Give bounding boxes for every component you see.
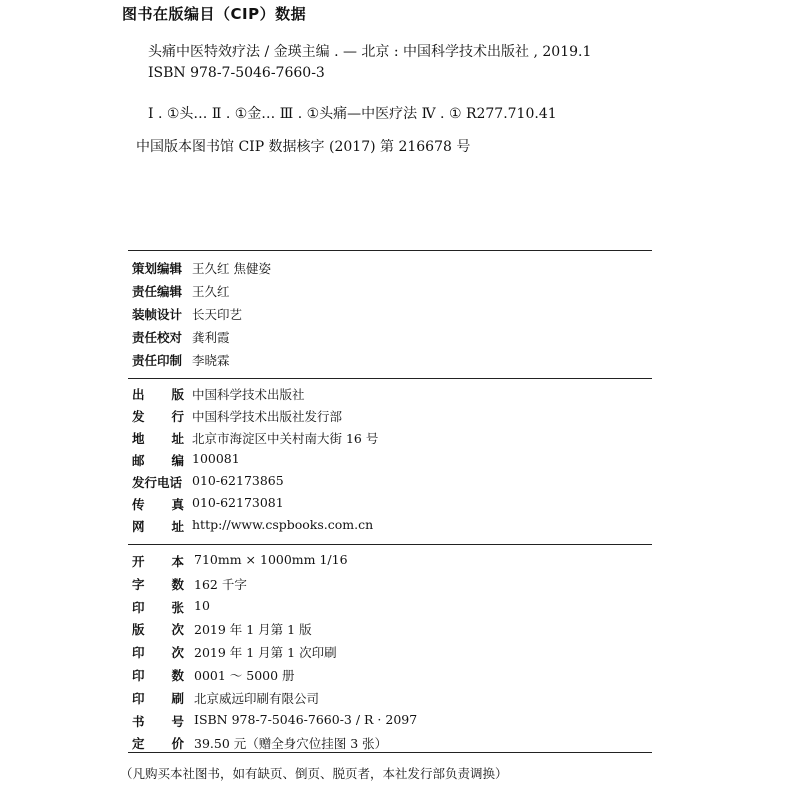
- publisher-label: 网 址: [132, 519, 184, 534]
- staff-value: 李晓霖: [192, 353, 230, 368]
- staff-row: [132, 351, 652, 374]
- spec-label: 版 次: [132, 622, 184, 638]
- publisher-label: 发 行: [132, 409, 184, 424]
- divider: [128, 378, 652, 379]
- spec-label: 印 数: [132, 667, 184, 683]
- spec-value: 北京威远印刷有限公司: [194, 690, 320, 706]
- publisher-label: 邮 编: [132, 453, 184, 468]
- spec-value: 2019 年 1 月第 1 次印刷: [194, 645, 337, 661]
- staff-row: [132, 282, 652, 305]
- publisher-row: [132, 451, 652, 473]
- publisher-value: 北京市海淀区中关村南大街 16 号: [192, 431, 379, 446]
- staff-value: 龚利霞: [192, 330, 230, 345]
- publisher-label: 地 址: [132, 431, 184, 446]
- spec-label: 开 本: [132, 554, 184, 569]
- publisher-value: 100081: [192, 451, 240, 466]
- spec-value: ISBN 978-7-5046-7660-3 / R · 2097: [194, 711, 418, 727]
- publisher-row: [132, 473, 652, 495]
- publisher-value: 010-62173081: [192, 495, 284, 510]
- staff-row: [132, 259, 652, 282]
- spec-row: [132, 575, 652, 598]
- spec-row: [132, 712, 652, 735]
- staff-row: [132, 328, 652, 351]
- staff-label: 责任印制: [132, 353, 183, 368]
- cip-heading: 图书在版编目（CIP）数据: [122, 5, 307, 23]
- spec-row: [132, 643, 652, 666]
- publisher-row: [132, 517, 652, 539]
- cip-isbn-line: ISBN 978-7-5046-7660-3: [148, 65, 325, 81]
- cip-title-line: 头痛中医特效疗法 / 金瑛主编 . — 北京 : 中国科学技术出版社 , 2019.1: [148, 44, 592, 60]
- publisher-value: 中国科学技术出版社: [192, 387, 305, 402]
- publisher-label: 出 版: [132, 387, 184, 402]
- staff-row: [132, 305, 652, 328]
- publisher-value: 中国科学技术出版社发行部: [192, 409, 343, 424]
- spec-row: [132, 689, 652, 712]
- spec-value: 39.50 元（赠全身穴位挂图 3 张）: [194, 736, 388, 752]
- spec-label: 印 张: [132, 599, 184, 615]
- publisher-row: [132, 495, 652, 517]
- staff-label: 责任编辑: [132, 284, 183, 299]
- staff-value: 王久红 焦健姿: [192, 261, 271, 276]
- website-url: http://www.cspbooks.com.cn: [192, 517, 374, 532]
- publisher-label: 传 真: [132, 497, 184, 512]
- spec-row: [132, 666, 652, 689]
- spec-value: 10: [194, 597, 210, 613]
- spec-label: 印 刷: [132, 690, 184, 706]
- spec-row: [132, 620, 652, 643]
- divider: [128, 752, 652, 753]
- divider: [128, 250, 652, 251]
- staff-label: 策划编辑: [132, 261, 183, 276]
- spec-row: [132, 734, 652, 757]
- spec-label: 字 数: [132, 576, 184, 592]
- spec-row: [132, 598, 652, 621]
- spec-value: 710mm × 1000mm 1/16: [194, 552, 348, 567]
- cip-classification-line: Ⅰ . ①头… Ⅱ . ①金… Ⅲ . ①头痛—中医疗法 Ⅳ . ① R277.710.41: [148, 106, 557, 122]
- print-specs: [132, 552, 652, 757]
- cip-approval-number: 中国版本图书馆 CIP 数据核字 (2017) 第 216678 号: [136, 139, 471, 155]
- staff-value: 王久红: [192, 284, 230, 299]
- publisher-row: [132, 385, 652, 407]
- staff-label: 责任校对: [132, 330, 183, 345]
- staff-label: 装帧设计: [132, 307, 183, 322]
- publisher-value: 010-62173865: [192, 473, 284, 488]
- spec-row: [132, 552, 652, 575]
- spec-label: 书 号: [132, 713, 184, 729]
- spec-value: 0001 ～ 5000 册: [194, 667, 295, 683]
- spec-value: 162 千字: [194, 576, 247, 592]
- staff-value: 长天印艺: [192, 307, 243, 322]
- footer-note: （凡购买本社图书，如有缺页、倒页、脱页者，本社发行部负责调换）: [120, 766, 508, 781]
- spec-value: 2019 年 1 月第 1 版: [194, 622, 312, 638]
- staff-credits: [132, 259, 652, 374]
- publisher-row: [132, 429, 652, 451]
- publisher-row: [132, 407, 652, 429]
- publisher-label: 发行电话: [132, 475, 183, 490]
- divider: [128, 544, 652, 545]
- publisher-info: [132, 385, 652, 539]
- spec-label: 印 次: [132, 645, 184, 661]
- spec-label: 定 价: [132, 736, 184, 752]
